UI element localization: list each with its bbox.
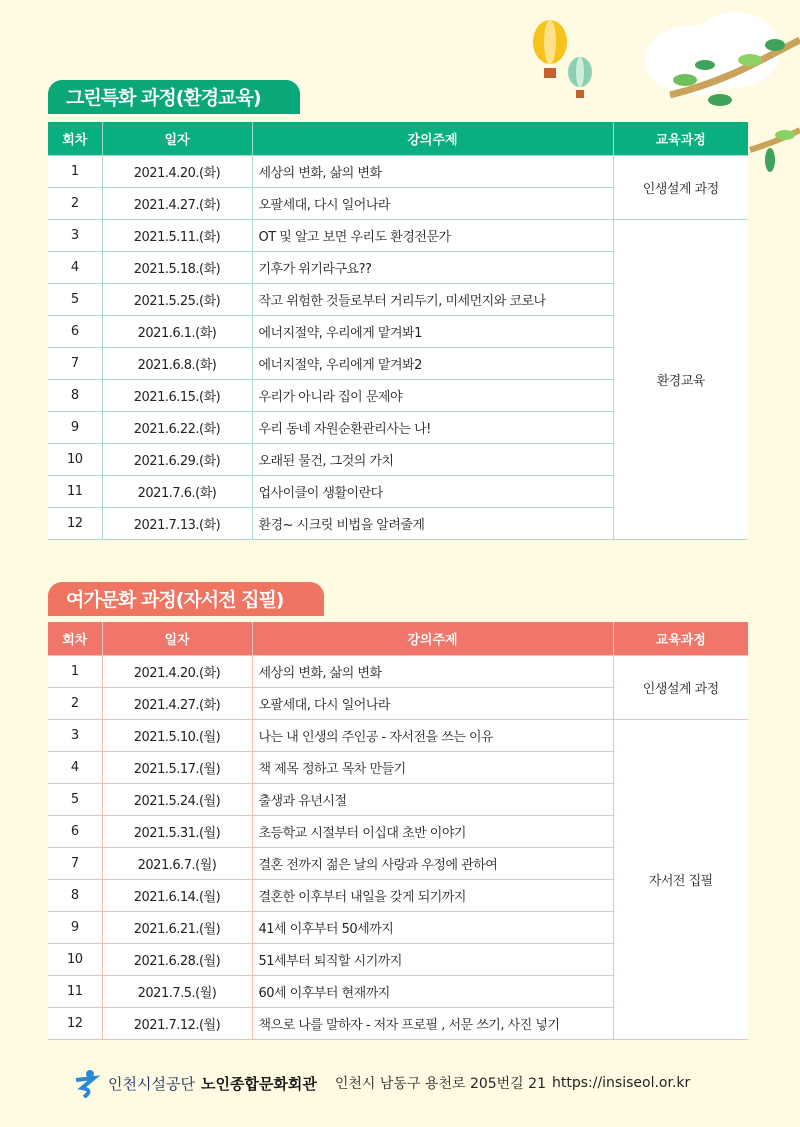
session-number: 11 <box>48 976 102 1008</box>
coral-course-schedule-table <box>48 622 748 1040</box>
header-session: 회차 <box>48 122 102 156</box>
session-number: 12 <box>48 508 102 540</box>
session-topic: 출생과 유년시절 <box>252 784 613 816</box>
session-number: 1 <box>48 656 102 688</box>
session-date: 2021.6.7.(월) <box>102 848 252 880</box>
header-course: 교육과정 <box>613 122 748 156</box>
session-topic: 41세 이후부터 50세까지 <box>252 912 613 944</box>
session-date: 2021.6.22.(화) <box>102 412 252 444</box>
session-topic: 에너지절약, 우리에게 맡겨봐1 <box>252 316 613 348</box>
table-row <box>48 656 748 688</box>
hot-air-balloon-icon <box>533 20 567 78</box>
header-date: 일자 <box>102 622 252 656</box>
session-topic: 오팔세대, 다시 일어나라 <box>252 188 613 220</box>
session-number: 2 <box>48 188 102 220</box>
session-date: 2021.6.14.(월) <box>102 880 252 912</box>
session-topic: 책 제목 정하고 목차 만들기 <box>252 752 613 784</box>
session-topic: 결혼 전까지 젊은 날의 사랑과 우정에 관하여 <box>252 848 613 880</box>
insiseol-logo-icon <box>72 1068 102 1098</box>
session-number: 3 <box>48 720 102 752</box>
session-number: 9 <box>48 912 102 944</box>
session-date: 2021.6.28.(월) <box>102 944 252 976</box>
session-topic: 초등학교 시절부터 이십대 초반 이야기 <box>252 816 613 848</box>
coral-section-title: 여가문화 과정(자서전 집필) <box>48 582 324 616</box>
center-name: 노인종합문화회관 <box>200 1074 317 1093</box>
table-row <box>48 720 748 752</box>
session-date: 2021.6.1.(화) <box>102 316 252 348</box>
footer <box>72 1068 690 1098</box>
session-topic: 오팔세대, 다시 일어나라 <box>252 688 613 720</box>
session-number: 7 <box>48 348 102 380</box>
session-number: 1 <box>48 156 102 188</box>
session-number: 10 <box>48 444 102 476</box>
session-number: 7 <box>48 848 102 880</box>
session-date: 2021.7.13.(화) <box>102 508 252 540</box>
session-topic: 기후가 위기라구요?? <box>252 252 613 284</box>
session-date: 2021.5.18.(화) <box>102 252 252 284</box>
session-number: 3 <box>48 220 102 252</box>
session-date: 2021.4.20.(화) <box>102 656 252 688</box>
session-date: 2021.5.10.(월) <box>102 720 252 752</box>
course-category: 인생설계 과정 <box>613 156 748 220</box>
hot-air-balloon-icon <box>568 57 592 98</box>
session-date: 2021.6.15.(화) <box>102 380 252 412</box>
website-link[interactable]: https://insiseol.or.kr <box>551 1075 691 1091</box>
session-date: 2021.6.21.(월) <box>102 912 252 944</box>
session-number: 11 <box>48 476 102 508</box>
session-date: 2021.4.27.(화) <box>102 188 252 220</box>
session-date: 2021.4.27.(화) <box>102 688 252 720</box>
session-number: 5 <box>48 284 102 316</box>
session-number: 4 <box>48 752 102 784</box>
session-date: 2021.7.6.(화) <box>102 476 252 508</box>
course-category: 인생설계 과정 <box>613 656 748 720</box>
session-number: 6 <box>48 316 102 348</box>
session-topic: OT 및 알고 보면 우리도 환경전문가 <box>252 220 613 252</box>
header-course: 교육과정 <box>613 622 748 656</box>
session-date: 2021.7.12.(월) <box>102 1008 252 1040</box>
session-topic: 작고 위험한 것들로부터 거리두기, 미세먼지와 코로나 <box>252 284 613 316</box>
header-session: 회차 <box>48 622 102 656</box>
session-date: 2021.5.17.(월) <box>102 752 252 784</box>
table-row <box>48 220 748 252</box>
table-row <box>48 156 748 188</box>
session-topic: 환경~ 시크릿 비법을 알려줄게 <box>252 508 613 540</box>
session-topic: 세상의 변화, 삶의 변화 <box>252 656 613 688</box>
session-date: 2021.5.25.(화) <box>102 284 252 316</box>
course-category: 자서전 집필 <box>613 720 748 1040</box>
address: 인천시 남동구 용천로 205번길 21 <box>334 1076 546 1092</box>
header-topic: 강의주제 <box>252 122 613 156</box>
session-number: 9 <box>48 412 102 444</box>
session-number: 12 <box>48 1008 102 1040</box>
session-date: 2021.5.24.(월) <box>102 784 252 816</box>
session-number: 2 <box>48 688 102 720</box>
session-topic: 60세 이후부터 현재까지 <box>252 976 613 1008</box>
session-topic: 51세부터 퇴직할 시기까지 <box>252 944 613 976</box>
session-topic: 우리가 아니라 집이 문제야 <box>252 380 613 412</box>
session-topic: 나는 내 인생의 주인공 - 자서전을 쓰는 이유 <box>252 720 613 752</box>
session-date: 2021.6.29.(화) <box>102 444 252 476</box>
session-date: 2021.5.31.(월) <box>102 816 252 848</box>
session-number: 6 <box>48 816 102 848</box>
session-date: 2021.5.11.(화) <box>102 220 252 252</box>
session-number: 5 <box>48 784 102 816</box>
session-topic: 결혼한 이후부터 내일을 갖게 되기까지 <box>252 880 613 912</box>
session-topic: 에너지절약, 우리에게 맡겨봐2 <box>252 348 613 380</box>
green-section-title: 그린특화 과정(환경교육) <box>48 80 300 114</box>
org-name: 인천시설공단 <box>108 1074 195 1093</box>
session-topic: 오래된 물건, 그것의 가치 <box>252 444 613 476</box>
session-topic: 우리 동네 자원순환관리사는 나! <box>252 412 613 444</box>
session-date: 2021.6.8.(화) <box>102 348 252 380</box>
course-category: 환경교육 <box>613 220 748 540</box>
session-number: 8 <box>48 880 102 912</box>
session-topic: 업사이클이 생활이란다 <box>252 476 613 508</box>
session-topic: 책으로 나를 말하자 - 저자 프로필 , 서문 쓰기, 사진 넣기 <box>252 1008 613 1040</box>
session-number: 4 <box>48 252 102 284</box>
session-date: 2021.4.20.(화) <box>102 156 252 188</box>
session-number: 10 <box>48 944 102 976</box>
header-topic: 강의주제 <box>252 622 613 656</box>
header-date: 일자 <box>102 122 252 156</box>
green-course-schedule-table <box>48 122 748 540</box>
session-topic: 세상의 변화, 삶의 변화 <box>252 156 613 188</box>
session-number: 8 <box>48 380 102 412</box>
session-date: 2021.7.5.(월) <box>102 976 252 1008</box>
